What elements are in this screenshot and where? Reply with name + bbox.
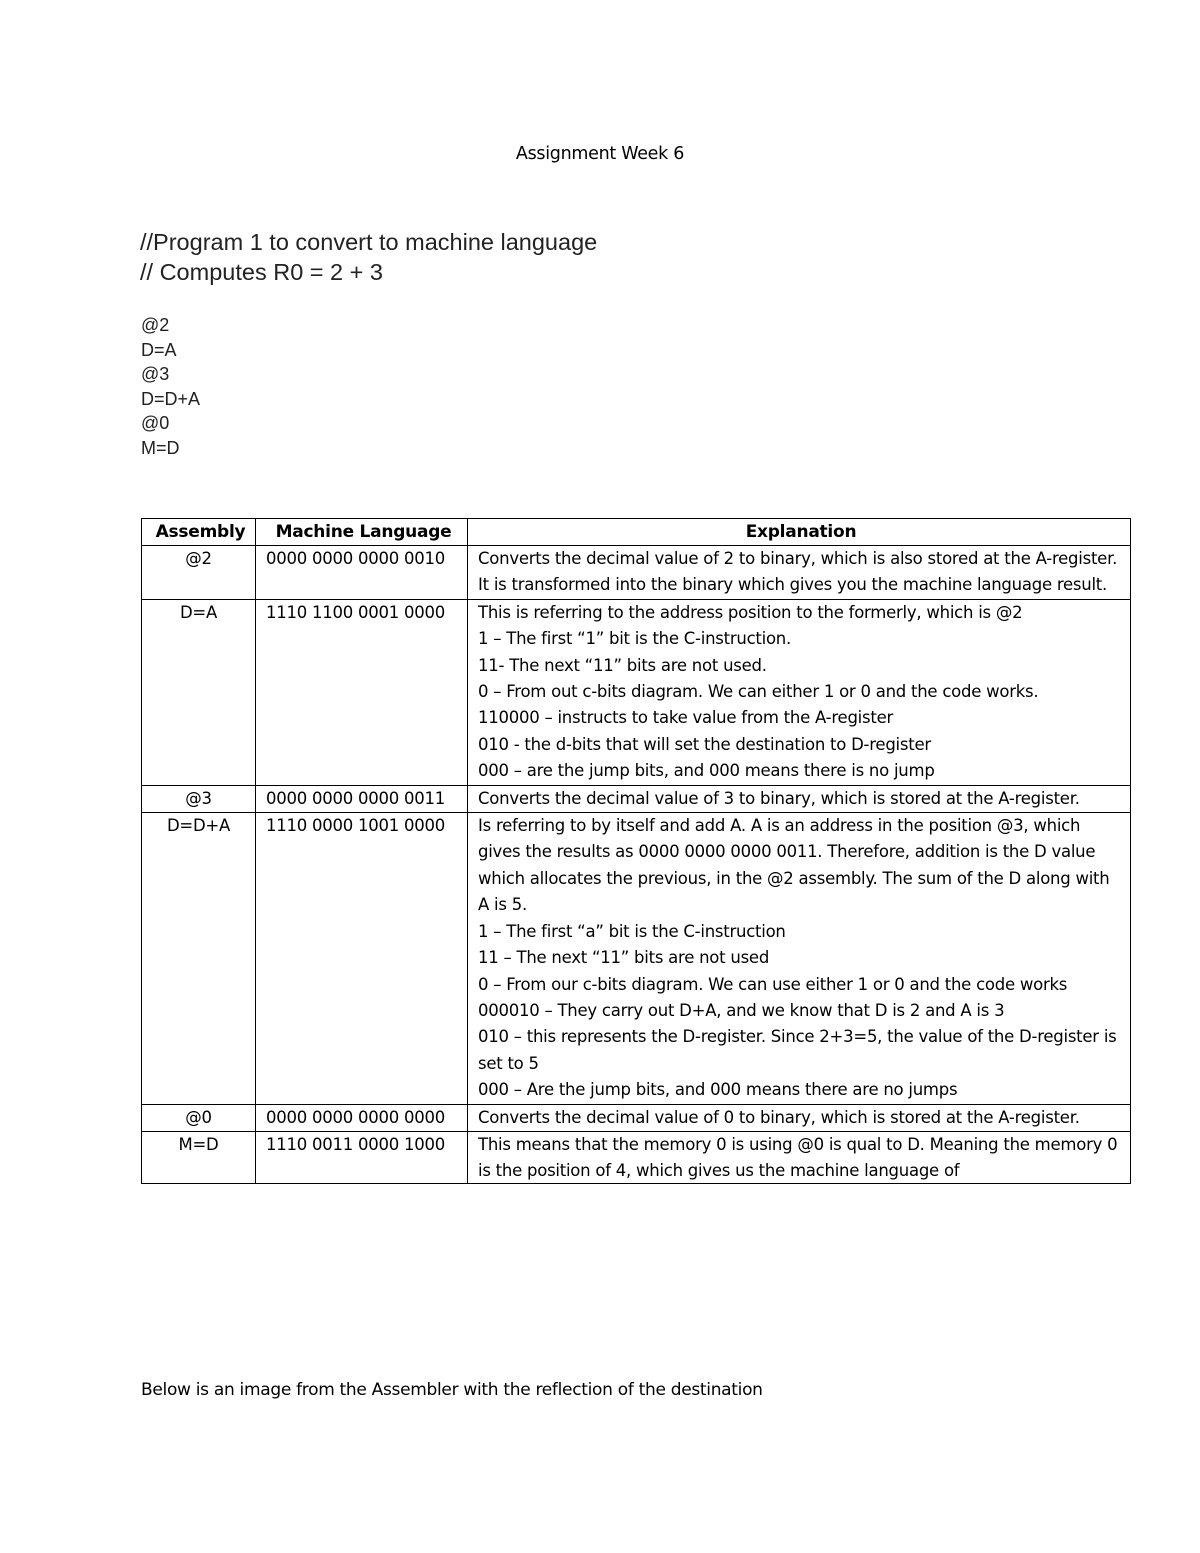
- explanation-line: Converts the decimal value of 3 to binary, which is stored at the A-register.: [478, 788, 1080, 808]
- comment-line: //Program 1 to convert to machine language: [140, 229, 598, 255]
- explanation-line: 000 – Are the jump bits, and 000 means there are no jumps: [478, 1080, 958, 1100]
- table-row: [142, 785, 1131, 812]
- assembly-cell: D=A: [142, 599, 256, 785]
- explanation-cell: [468, 1131, 1131, 1183]
- table-row: [142, 1104, 1131, 1131]
- explanation-line: 11 – The next “11” bits are not used: [478, 948, 770, 968]
- explanation-cell: [468, 1104, 1131, 1131]
- table-row: [142, 599, 1131, 785]
- code-line: D=D+A: [141, 388, 201, 409]
- assembly-cell: @0: [142, 1104, 256, 1131]
- assembly-code-listing: [141, 313, 200, 461]
- explanation-clip: [478, 1132, 1124, 1183]
- explanation-cell: [468, 546, 1131, 600]
- explanation-line: 110000 – instructs to take value from the A-register: [478, 708, 894, 728]
- assembly-translation-table: [141, 518, 1131, 1184]
- program-comments: [140, 227, 597, 287]
- explanation-line: Converts the decimal value of 0 to binary, which is stored at the A-register.: [478, 1107, 1080, 1127]
- table-row: [142, 813, 1131, 1104]
- explanation-line: 000010 – They carry out D+A, and we know that D is 2 and A is 3: [478, 1000, 1005, 1020]
- machine-cell: 0000 0000 0000 0011: [256, 785, 468, 812]
- page-title: Assignment Week 6: [515, 144, 685, 164]
- header-machine-language: Machine Language: [256, 519, 468, 546]
- assembly-cell: D=D+A: [142, 813, 256, 1104]
- explanation-line: 0 – From our c-bits diagram. We can use either 1 or 0 and the code works: [478, 974, 1068, 994]
- comment-line: // Computes R0 = 2 + 3: [140, 259, 383, 285]
- machine-cell: 0000 0000 0000 0010: [256, 546, 468, 600]
- code-line: M=D: [141, 437, 180, 458]
- footer-caption: Below is an image from the Assembler with the reflection of the destination: [141, 1380, 763, 1400]
- explanation-line: 000 – are the jump bits, and 000 means there is no jump: [478, 761, 935, 781]
- table-row: [142, 546, 1131, 600]
- machine-cell: 1110 0011 0000 1000: [256, 1131, 468, 1183]
- explanation-line: 010 – this represents the D-register. Since 2+3=5, the value of the D-register is set to 5: [478, 1027, 1117, 1073]
- machine-cell: 1110 0000 1001 0000: [256, 813, 468, 1104]
- assembly-cell: @2: [142, 546, 256, 600]
- explanation-line: 11- The next “11” bits are not used.: [478, 655, 767, 675]
- code-line: @0: [141, 413, 170, 434]
- explanation-line: Is referring to by itself and add A. A is an address in the position @3, which gives the results as 0000 0000 0000 0011. Therefore, addition is the D value which allocates the previous, in the @2 assembly. The sum of the D along with A is 5.: [478, 816, 1110, 915]
- assembly-cell: M=D: [142, 1131, 256, 1183]
- explanation-line: 010 - the d-bits that will set the destination to D-register: [478, 734, 931, 754]
- explanation-line: This means that the memory 0 is using @0 is qual to D. Meaning the memory 0 is the position of 4, which gives us the machine language of: [478, 1134, 1118, 1181]
- code-line: @2: [141, 315, 170, 335]
- explanation-line: 1 – The first “1” bit is the C-instruction.: [478, 629, 792, 649]
- code-line: D=A: [141, 339, 177, 360]
- header-assembly: Assembly: [142, 519, 256, 546]
- explanation-line: Converts the decimal value of 2 to binary, which is also stored at the A-register. It is transformed into the binary which gives you the machine language result.: [478, 549, 1118, 595]
- header-explanation: Explanation: [468, 519, 1131, 546]
- table-header-row: [142, 519, 1131, 546]
- machine-cell: 0000 0000 0000 0000: [256, 1104, 468, 1131]
- explanation-line: This is referring to the address position to the formerly, which is @2: [478, 602, 1023, 622]
- explanation-cell: [468, 813, 1131, 1104]
- explanation-line: 0 – From out c-bits diagram. We can either 1 or 0 and the code works.: [478, 682, 1039, 702]
- explanation-line: 1 – The first “a” bit is the C-instruction: [478, 921, 786, 941]
- explanation-cell: [468, 599, 1131, 785]
- code-line: @3: [141, 364, 170, 385]
- table-row: [142, 1131, 1131, 1183]
- machine-cell: 1110 1100 0001 0000: [256, 599, 468, 785]
- assembly-cell: @3: [142, 785, 256, 812]
- explanation-cell: [468, 785, 1131, 812]
